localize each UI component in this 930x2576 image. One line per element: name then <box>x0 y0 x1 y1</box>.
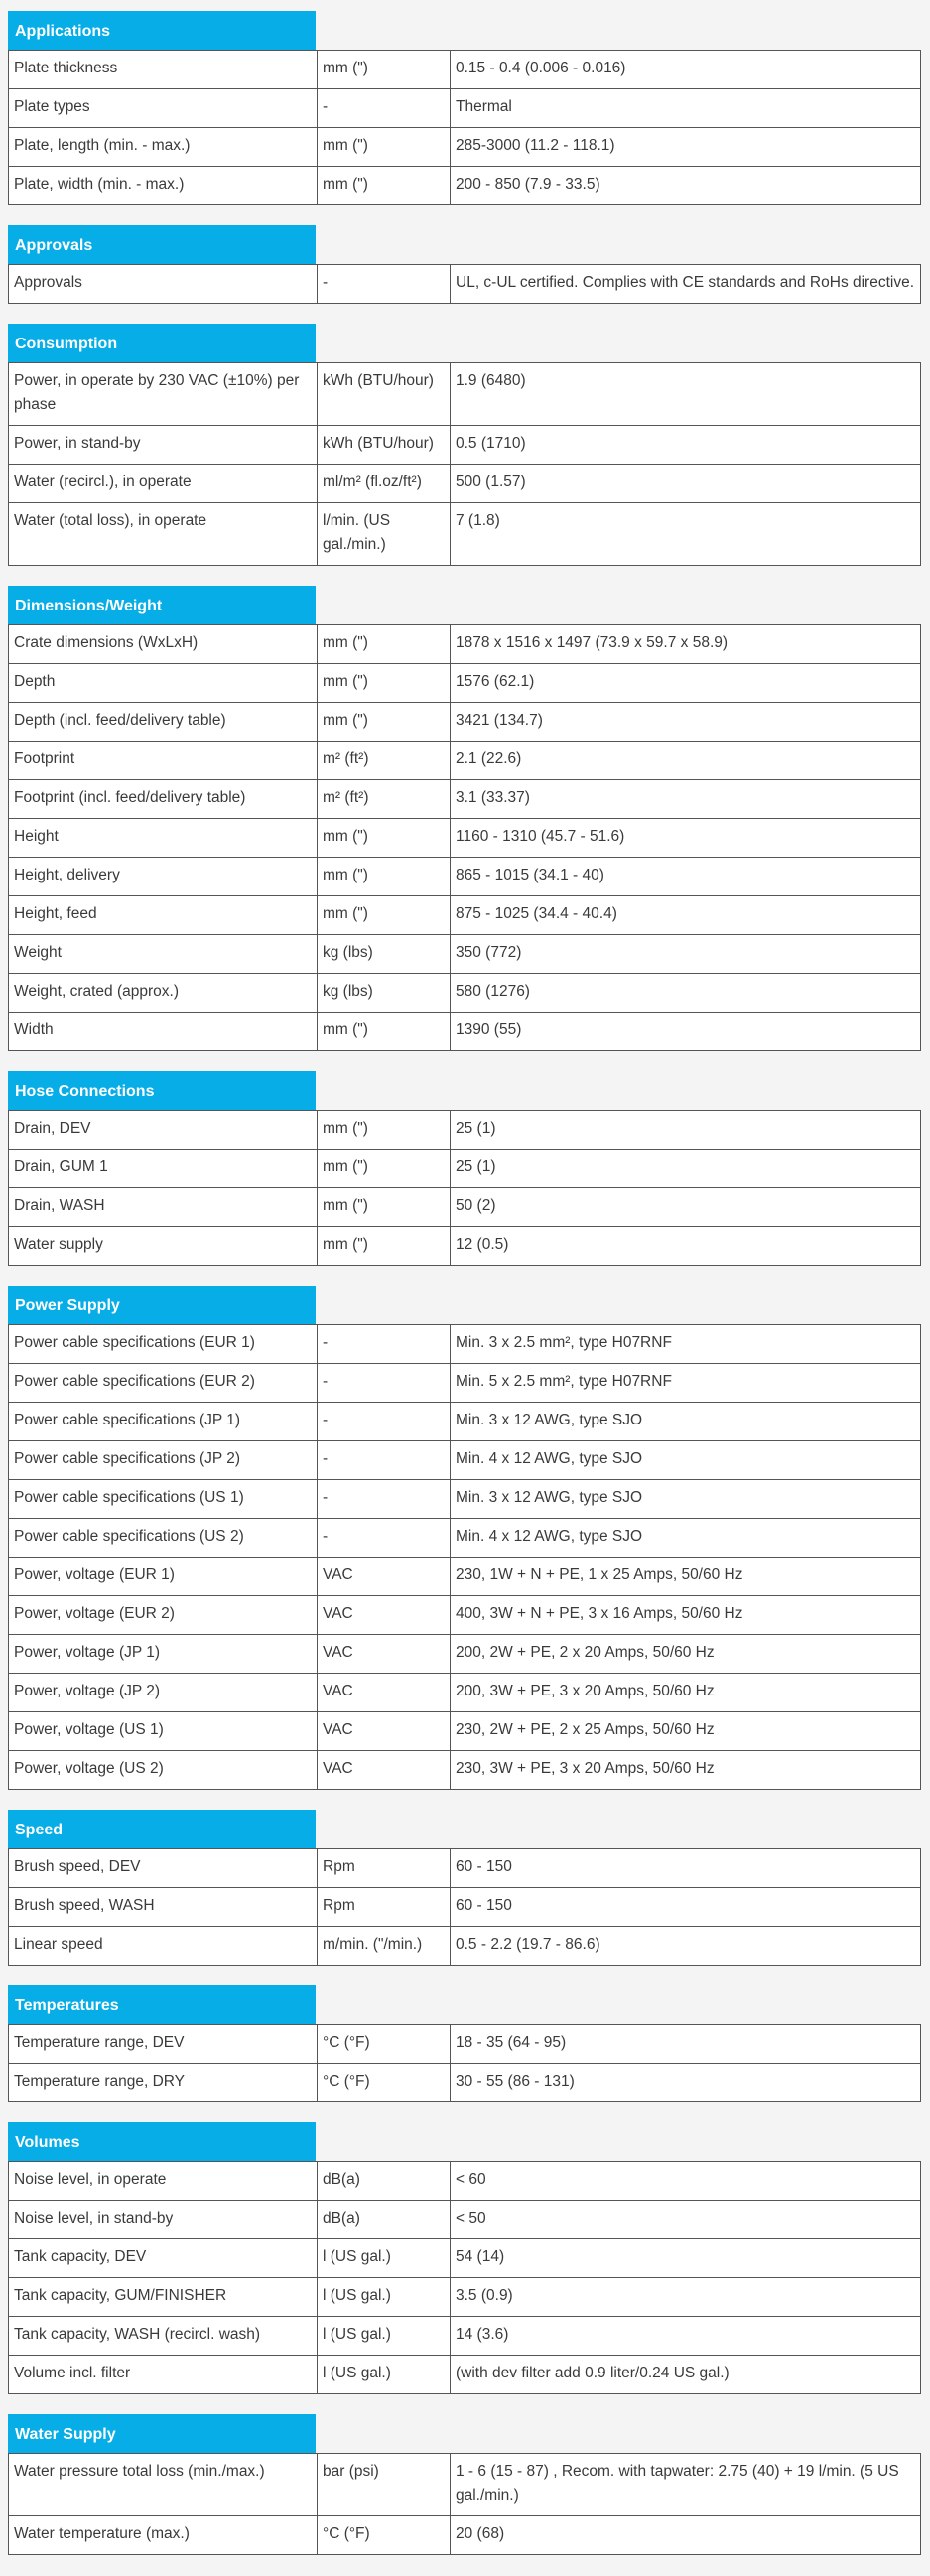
spec-value-cell: 3.1 (33.37) <box>451 780 921 819</box>
spec-name-cell: Tank capacity, WASH (recircl. wash) <box>9 2317 318 2356</box>
spec-unit-cell: VAC <box>318 1712 451 1751</box>
spec-name-cell: Power, in stand-by <box>9 426 318 465</box>
spec-name-cell: Brush speed, WASH <box>9 1888 318 1927</box>
spec-value-cell: 54 (14) <box>451 2239 921 2278</box>
table-row <box>9 2162 921 2201</box>
spec-value-cell: 580 (1276) <box>451 974 921 1013</box>
spec-unit-cell: VAC <box>318 1635 451 1674</box>
spec-name-cell: Footprint <box>9 742 318 780</box>
table-row <box>9 1441 921 1480</box>
spec-value-cell: 200, 2W + PE, 2 x 20 Amps, 50/60 Hz <box>451 1635 921 1674</box>
spec-value-cell: 18 - 35 (64 - 95) <box>451 2025 921 2064</box>
spec-value-cell: 865 - 1015 (34.1 - 40) <box>451 858 921 896</box>
spec-table <box>8 624 921 1051</box>
spec-value-cell: 25 (1) <box>451 1150 921 1188</box>
spec-name-cell: Weight, crated (approx.) <box>9 974 318 1013</box>
table-row <box>9 51 921 89</box>
spec-name-cell: Width <box>9 1013 318 1051</box>
spec-name-cell: Power, voltage (US 1) <box>9 1712 318 1751</box>
table-row <box>9 1635 921 1674</box>
spec-value-cell: 0.15 - 0.4 (0.006 - 0.016) <box>451 51 921 89</box>
spec-unit-cell: °C (°F) <box>318 2064 451 2102</box>
table-row <box>9 2064 921 2102</box>
table-row <box>9 1849 921 1888</box>
spec-unit-cell: VAC <box>318 1751 451 1790</box>
spec-unit-cell: mm (") <box>318 896 451 935</box>
spec-unit-cell: mm (") <box>318 51 451 89</box>
table-row <box>9 2516 921 2555</box>
section-dimensions-weight <box>8 586 921 1051</box>
table-row <box>9 1403 921 1441</box>
spec-table <box>8 362 921 566</box>
spec-unit-cell: °C (°F) <box>318 2516 451 2555</box>
section-title: Approvals <box>8 225 316 264</box>
spec-name-cell: Temperature range, DRY <box>9 2064 318 2102</box>
spec-unit-cell: - <box>318 1480 451 1519</box>
spec-value-cell: 7 (1.8) <box>451 503 921 566</box>
spec-unit-cell: l (US gal.) <box>318 2317 451 2356</box>
spec-name-cell: Weight <box>9 935 318 974</box>
spec-value-cell: 1390 (55) <box>451 1013 921 1051</box>
section-title: Hose Connections <box>8 1071 316 1110</box>
spec-name-cell: Height, delivery <box>9 858 318 896</box>
spec-value-cell: Min. 4 x 12 AWG, type SJO <box>451 1441 921 1480</box>
table-row <box>9 780 921 819</box>
spec-name-cell: Noise level, in operate <box>9 2162 318 2201</box>
spec-value-cell: < 50 <box>451 2201 921 2239</box>
spec-value-cell: 1576 (62.1) <box>451 664 921 703</box>
table-row <box>9 2025 921 2064</box>
table-row <box>9 1150 921 1188</box>
spec-name-cell: Power cable specifications (US 1) <box>9 1480 318 1519</box>
spec-name-cell: Water (recircl.), in operate <box>9 465 318 503</box>
section-water-supply <box>8 2414 921 2555</box>
spec-name-cell: Volume incl. filter <box>9 2356 318 2394</box>
spec-unit-cell: mm (") <box>318 167 451 205</box>
spec-value-cell: 200 - 850 (7.9 - 33.5) <box>451 167 921 205</box>
spec-unit-cell: mm (") <box>318 1111 451 1150</box>
section-temperatures <box>8 1985 921 2102</box>
spec-unit-cell: l (US gal.) <box>318 2239 451 2278</box>
spec-name-cell: Water supply <box>9 1227 318 1266</box>
section-volumes <box>8 2122 921 2394</box>
spec-unit-cell: - <box>318 1403 451 1441</box>
spec-name-cell: Drain, WASH <box>9 1188 318 1227</box>
spec-value-cell: 350 (772) <box>451 935 921 974</box>
section-title: Applications <box>8 11 316 50</box>
spec-value-cell: 285-3000 (11.2 - 118.1) <box>451 128 921 167</box>
table-row <box>9 742 921 780</box>
spec-value-cell: 60 - 150 <box>451 1849 921 1888</box>
section-title: Dimensions/Weight <box>8 586 316 624</box>
spec-name-cell: Drain, DEV <box>9 1111 318 1150</box>
table-row <box>9 896 921 935</box>
spec-name-cell: Depth <box>9 664 318 703</box>
spec-unit-cell: mm (") <box>318 1188 451 1227</box>
table-row <box>9 363 921 426</box>
spec-unit-cell: kWh (BTU/hour) <box>318 363 451 426</box>
spec-table <box>8 2024 921 2102</box>
section-applications <box>8 11 921 205</box>
spec-name-cell: Water temperature (max.) <box>9 2516 318 2555</box>
spec-name-cell: Approvals <box>9 265 318 304</box>
spec-name-cell: Power, voltage (EUR 2) <box>9 1596 318 1635</box>
table-row <box>9 2239 921 2278</box>
spec-name-cell: Temperature range, DEV <box>9 2025 318 2064</box>
table-row <box>9 1751 921 1790</box>
spec-name-cell: Water (total loss), in operate <box>9 503 318 566</box>
spec-value-cell: (with dev filter add 0.9 liter/0.24 US gal.) <box>451 2356 921 2394</box>
table-row <box>9 89 921 128</box>
spec-name-cell: Power cable specifications (EUR 2) <box>9 1364 318 1403</box>
table-row <box>9 819 921 858</box>
table-row <box>9 1596 921 1635</box>
spec-value-cell: 230, 3W + PE, 3 x 20 Amps, 50/60 Hz <box>451 1751 921 1790</box>
spec-unit-cell: mm (") <box>318 703 451 742</box>
spec-table <box>8 2161 921 2394</box>
spec-table <box>8 1324 921 1790</box>
spec-value-cell: 2.1 (22.6) <box>451 742 921 780</box>
spec-value-cell: UL, c-UL certified. Complies with CE standards and RoHs directive. <box>451 265 921 304</box>
spec-unit-cell: mm (") <box>318 664 451 703</box>
spec-unit-cell: mm (") <box>318 819 451 858</box>
spec-unit-cell: Rpm <box>318 1888 451 1927</box>
spec-name-cell: Height <box>9 819 318 858</box>
spec-unit-cell: VAC <box>318 1596 451 1635</box>
spec-unit-cell: ml/m² (fl.oz/ft²) <box>318 465 451 503</box>
spec-value-cell: 500 (1.57) <box>451 465 921 503</box>
spec-table <box>8 1110 921 1266</box>
table-row <box>9 1712 921 1751</box>
spec-name-cell: Drain, GUM 1 <box>9 1150 318 1188</box>
spec-name-cell: Power, in operate by 230 VAC (±10%) per phase <box>9 363 318 426</box>
spec-unit-cell: bar (psi) <box>318 2454 451 2516</box>
spec-name-cell: Footprint (incl. feed/delivery table) <box>9 780 318 819</box>
table-row <box>9 1674 921 1712</box>
spec-unit-cell: dB(a) <box>318 2162 451 2201</box>
spec-unit-cell: kg (lbs) <box>318 935 451 974</box>
spec-value-cell: 25 (1) <box>451 1111 921 1150</box>
table-row <box>9 1227 921 1266</box>
spec-value-cell: 14 (3.6) <box>451 2317 921 2356</box>
spec-unit-cell: - <box>318 1441 451 1480</box>
section-approvals <box>8 225 921 304</box>
spec-name-cell: Noise level, in stand-by <box>9 2201 318 2239</box>
table-row <box>9 1558 921 1596</box>
table-row <box>9 1013 921 1051</box>
table-row <box>9 426 921 465</box>
section-power-supply <box>8 1286 921 1790</box>
table-row <box>9 265 921 304</box>
table-row <box>9 1927 921 1966</box>
spec-name-cell: Crate dimensions (WxLxH) <box>9 625 318 664</box>
spec-unit-cell: dB(a) <box>318 2201 451 2239</box>
spec-name-cell: Power, voltage (JP 2) <box>9 1674 318 1712</box>
section-title: Power Supply <box>8 1286 316 1324</box>
spec-name-cell: Linear speed <box>9 1927 318 1966</box>
spec-name-cell: Height, feed <box>9 896 318 935</box>
spec-value-cell: 1878 x 1516 x 1497 (73.9 x 59.7 x 58.9) <box>451 625 921 664</box>
spec-unit-cell: kg (lbs) <box>318 974 451 1013</box>
section-consumption <box>8 324 921 566</box>
spec-name-cell: Water pressure total loss (min./max.) <box>9 2454 318 2516</box>
spec-name-cell: Power, voltage (US 2) <box>9 1751 318 1790</box>
spec-unit-cell: m/min. ("/min.) <box>318 1927 451 1966</box>
table-row <box>9 625 921 664</box>
table-row <box>9 2278 921 2317</box>
spec-value-cell: 230, 1W + N + PE, 1 x 25 Amps, 50/60 Hz <box>451 1558 921 1596</box>
spec-value-cell: 200, 3W + PE, 3 x 20 Amps, 50/60 Hz <box>451 1674 921 1712</box>
spec-unit-cell: kWh (BTU/hour) <box>318 426 451 465</box>
spec-value-cell: 30 - 55 (86 - 131) <box>451 2064 921 2102</box>
table-row <box>9 1111 921 1150</box>
spec-unit-cell: mm (") <box>318 1227 451 1266</box>
spec-unit-cell: Rpm <box>318 1849 451 1888</box>
spec-value-cell: 50 (2) <box>451 1188 921 1227</box>
table-row <box>9 858 921 896</box>
spec-table <box>8 50 921 205</box>
spec-name-cell: Power cable specifications (JP 1) <box>9 1403 318 1441</box>
spec-unit-cell: mm (") <box>318 858 451 896</box>
table-row <box>9 167 921 205</box>
spec-unit-cell: - <box>318 1364 451 1403</box>
section-title: Temperatures <box>8 1985 316 2024</box>
spec-name-cell: Power cable specifications (JP 2) <box>9 1441 318 1480</box>
table-row <box>9 1188 921 1227</box>
spec-unit-cell: mm (") <box>318 1013 451 1051</box>
spec-name-cell: Power cable specifications (EUR 1) <box>9 1325 318 1364</box>
table-row <box>9 974 921 1013</box>
spec-unit-cell: m² (ft²) <box>318 780 451 819</box>
table-row <box>9 503 921 566</box>
spec-value-cell: Min. 3 x 12 AWG, type SJO <box>451 1403 921 1441</box>
spec-unit-cell: - <box>318 1519 451 1558</box>
spec-name-cell: Depth (incl. feed/delivery table) <box>9 703 318 742</box>
spec-unit-cell: mm (") <box>318 1150 451 1188</box>
spec-unit-cell: l (US gal.) <box>318 2278 451 2317</box>
spec-unit-cell: mm (") <box>318 625 451 664</box>
spec-value-cell: 3421 (134.7) <box>451 703 921 742</box>
spec-name-cell: Plate thickness <box>9 51 318 89</box>
spec-value-cell: Min. 5 x 2.5 mm², type H07RNF <box>451 1364 921 1403</box>
spec-value-cell: Min. 3 x 12 AWG, type SJO <box>451 1480 921 1519</box>
spec-value-cell: Min. 4 x 12 AWG, type SJO <box>451 1519 921 1558</box>
section-title: Volumes <box>8 2122 316 2161</box>
spec-name-cell: Brush speed, DEV <box>9 1849 318 1888</box>
spec-value-cell: 12 (0.5) <box>451 1227 921 1266</box>
spec-unit-cell: °C (°F) <box>318 2025 451 2064</box>
section-hose-connections <box>8 1071 921 1266</box>
table-row <box>9 2317 921 2356</box>
spec-value-cell: 0.5 (1710) <box>451 426 921 465</box>
spec-name-cell: Tank capacity, GUM/FINISHER <box>9 2278 318 2317</box>
spec-value-cell: 1 - 6 (15 - 87) , Recom. with tapwater: 2.75 (40) + 19 l/min. (5 US gal./min.) <box>451 2454 921 2516</box>
spec-value-cell: 1160 - 1310 (45.7 - 51.6) <box>451 819 921 858</box>
spec-unit-cell: l/min. (US gal./min.) <box>318 503 451 566</box>
spec-unit-cell: mm (") <box>318 128 451 167</box>
spec-value-cell: 875 - 1025 (34.4 - 40.4) <box>451 896 921 935</box>
spec-unit-cell: m² (ft²) <box>318 742 451 780</box>
spec-name-cell: Plate, length (min. - max.) <box>9 128 318 167</box>
spec-value-cell: 400, 3W + N + PE, 3 x 16 Amps, 50/60 Hz <box>451 1596 921 1635</box>
spec-name-cell: Power cable specifications (US 2) <box>9 1519 318 1558</box>
table-row <box>9 465 921 503</box>
spec-value-cell: 20 (68) <box>451 2516 921 2555</box>
spec-table <box>8 264 921 304</box>
spec-value-cell: < 60 <box>451 2162 921 2201</box>
table-row <box>9 1519 921 1558</box>
spec-name-cell: Power, voltage (JP 1) <box>9 1635 318 1674</box>
spec-unit-cell: VAC <box>318 1558 451 1596</box>
table-row <box>9 1480 921 1519</box>
spec-name-cell: Plate types <box>9 89 318 128</box>
spec-unit-cell: - <box>318 89 451 128</box>
spec-unit-cell: - <box>318 265 451 304</box>
section-title: Water Supply <box>8 2414 316 2453</box>
spec-unit-cell: VAC <box>318 1674 451 1712</box>
spec-value-cell: 230, 2W + PE, 2 x 25 Amps, 50/60 Hz <box>451 1712 921 1751</box>
spec-value-cell: 1.9 (6480) <box>451 363 921 426</box>
spec-unit-cell: l (US gal.) <box>318 2356 451 2394</box>
spec-value-cell: Min. 3 x 2.5 mm², type H07RNF <box>451 1325 921 1364</box>
section-speed <box>8 1810 921 1966</box>
table-row <box>9 1325 921 1364</box>
spec-table <box>8 2453 921 2555</box>
table-row <box>9 2454 921 2516</box>
spec-name-cell: Tank capacity, DEV <box>9 2239 318 2278</box>
table-row <box>9 1888 921 1927</box>
table-row <box>9 664 921 703</box>
spec-table <box>8 1848 921 1966</box>
table-row <box>9 2356 921 2394</box>
spec-unit-cell: - <box>318 1325 451 1364</box>
table-row <box>9 1364 921 1403</box>
spec-value-cell: 3.5 (0.9) <box>451 2278 921 2317</box>
spec-value-cell: Thermal <box>451 89 921 128</box>
section-title: Consumption <box>8 324 316 362</box>
spec-name-cell: Power, voltage (EUR 1) <box>9 1558 318 1596</box>
spec-value-cell: 0.5 - 2.2 (19.7 - 86.6) <box>451 1927 921 1966</box>
table-row <box>9 935 921 974</box>
table-row <box>9 128 921 167</box>
spec-name-cell: Plate, width (min. - max.) <box>9 167 318 205</box>
spec-value-cell: 60 - 150 <box>451 1888 921 1927</box>
table-row <box>9 2201 921 2239</box>
section-title: Speed <box>8 1810 316 1848</box>
table-row <box>9 703 921 742</box>
